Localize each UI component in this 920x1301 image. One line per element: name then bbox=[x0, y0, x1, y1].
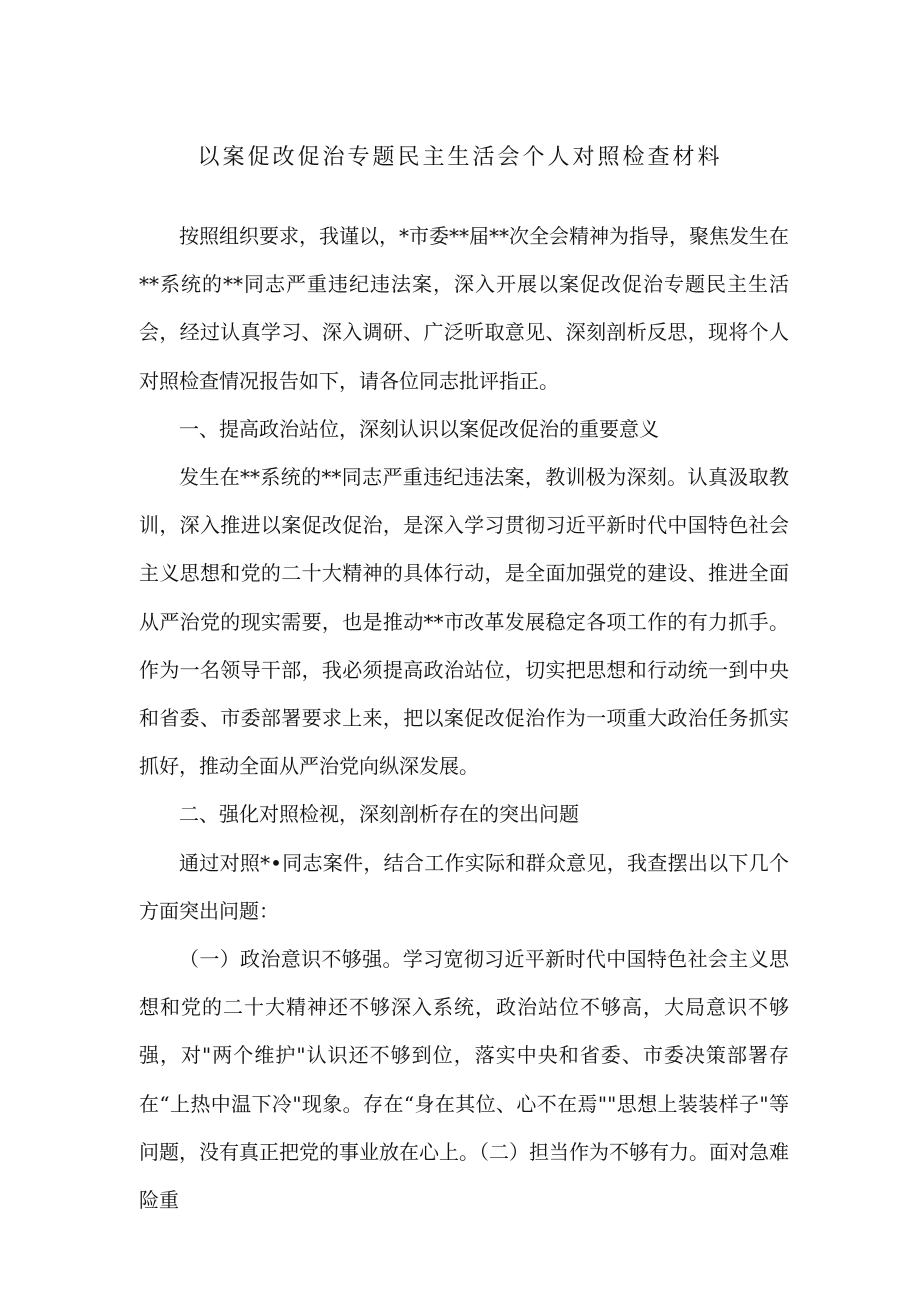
paragraph-section-1: 发生在**系统的**同志严重违纪违法案，教训极为深刻。认真汲取教训，深入推进以案促改促治，是深入学习贯彻习近平新时代中国特色社会主义思想和党的二十大精神的具体行动，是全面加强党的建设、推进全面从严治党的现实需要，也是推动**市改革发展稳定各项工作的有力抓手。作为一名领导干部，我必须提高政治站位，切实把思想和行动统一到中央和省委、市委部署要求上来，把以案促改促治作为一项重大政治任务抓实抓好，推动全面从严治党向纵深发展。 bbox=[139, 465, 789, 779]
paragraph-problem-1: （一）政治意识不够强。学习宽彻习近平新时代中国特色社会主义思想和党的二十大精神还不够深入系统，政治站位不够高，大局意识不够强，对"两个维护"认识还不够到位，落实中央和省委、市委决策部署存在“上热中温下冷"现象。存在“身在其位、心不在焉""思想上装装样子"等问题，没有真正把党的事业放在心上。（二）担当作为不够有力。面对急难险重 bbox=[139, 947, 789, 1213]
section-heading-1: 一、提高政治站位，深刻认识以案促改促治的重要意义 bbox=[179, 416, 659, 441]
document-body bbox=[139, 212, 789, 1224]
section-heading-2: 二、强化对照检视，深刻剖析存在的突出问题 bbox=[179, 802, 579, 827]
paragraph-section-2-intro: 通过对照*•同志案件，结合工作实际和群众意见，我查摆出以下几个方面突出问题： bbox=[139, 850, 789, 923]
paragraph-intro: 按照组织要求，我谨以，*市委**届**次全会精神为指导，聚焦发生在**系统的**同志严重违纪违法案，深入开展以案促改促治专题民主生活会，经过认真学习、深入调研、广泛听取意见、深刻剖析反思，现将个人对照检查情况报告如下，请各位同志批评指正。 bbox=[139, 224, 789, 393]
document-title: 以案促改促治专题民主生活会个人对照检查材料 bbox=[197, 145, 723, 170]
